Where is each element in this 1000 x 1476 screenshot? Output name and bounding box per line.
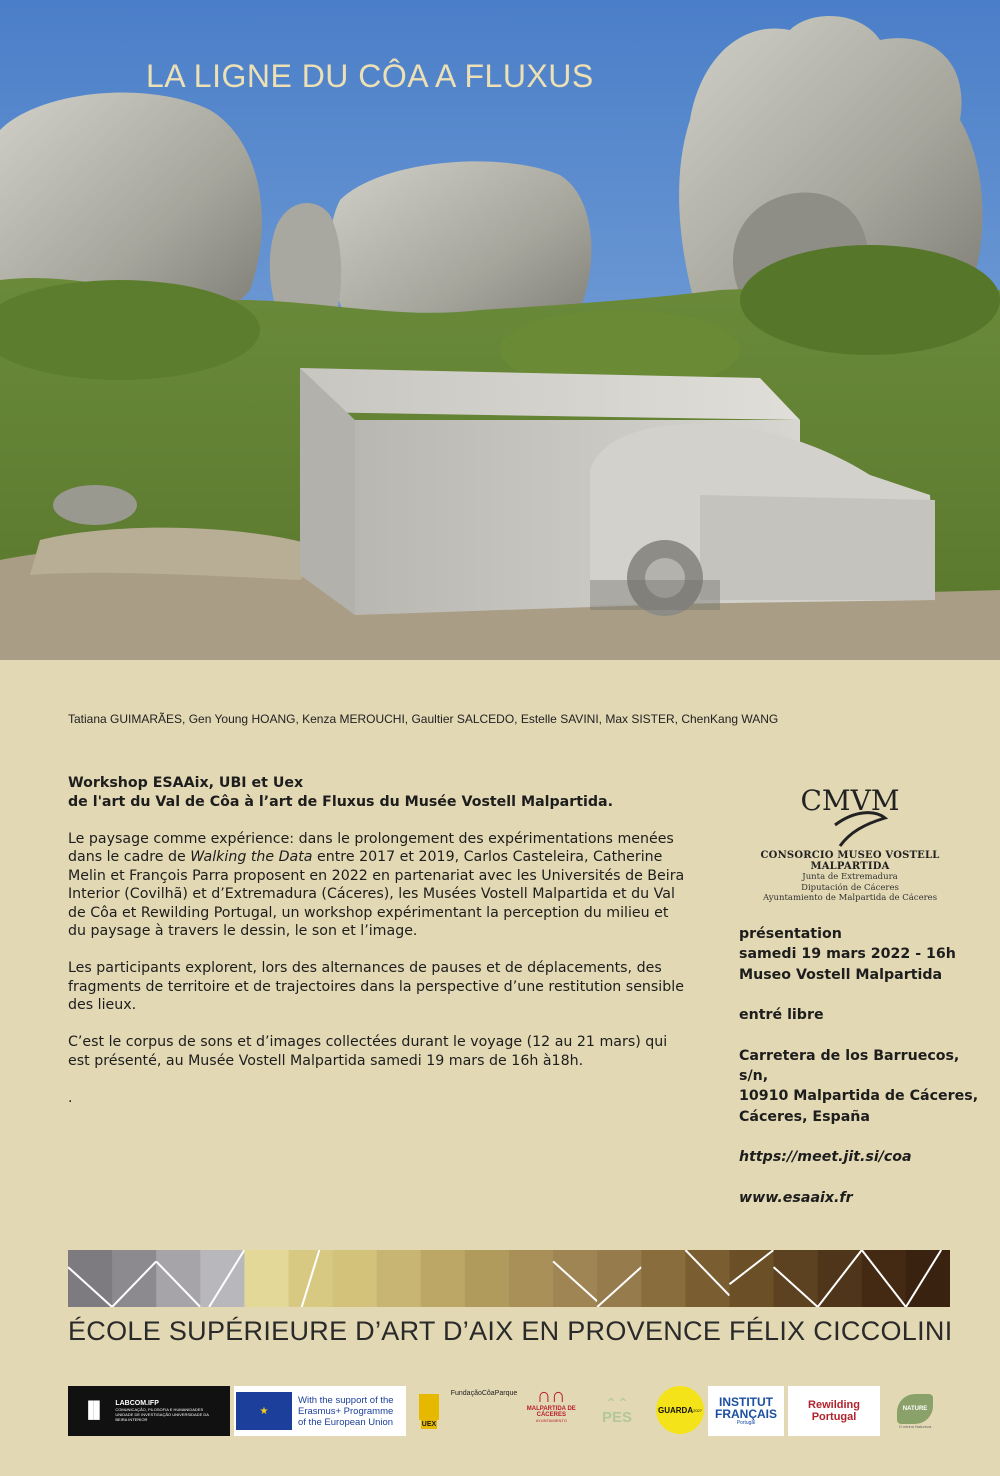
event-info — [739, 924, 989, 1208]
presentation-label: présentation — [739, 926, 842, 942]
cmvm-sub-3: Ayuntamiento de Malpartida de Cáceres — [762, 893, 938, 903]
workshop-subheading: de l'art du Val de Côa à l’art de Fluxus du Musée Vostell Malpartida. — [68, 793, 613, 810]
nature-logo — [886, 1386, 944, 1436]
meet-link[interactable]: https://meet.jit.si/coa — [739, 1149, 912, 1166]
band-swatch — [68, 1250, 113, 1307]
address-block — [739, 1046, 989, 1127]
address-line-3: Cáceres, España — [739, 1108, 870, 1125]
workshop-heading: Workshop ESAAix, UBI et Uex — [68, 775, 304, 791]
workshop-description — [68, 774, 688, 1126]
band-swatch — [509, 1250, 554, 1307]
nature-text: NATURE — [902, 1405, 928, 1412]
uex-logo — [416, 1386, 442, 1436]
hero-landscape-image — [0, 0, 1000, 660]
labcom-mark-icon: ▐▌ — [82, 1402, 106, 1419]
coa-malpartida-logo — [452, 1386, 580, 1436]
color-band — [68, 1250, 950, 1307]
website-link[interactable]: www.esaaix.fr — [739, 1189, 853, 1206]
paragraph-1-text-end: entre 2017 et 2019, Carlos Casteleira, Catherine Melin et François Parra proposent en 2022 en partenariat avec les Universités de Beira Interior (Covilhã) et d’Extremadura (Cáceres), les Musées Vostell Malpartida et du Val de Côa et Rewilding Portugal, un workshop expérimentant la perception du milieu et du paysage à travers le dessin, le son et l’image. — [68, 849, 685, 939]
band-swatch — [774, 1250, 819, 1307]
nature-leaf-icon — [897, 1394, 933, 1424]
cmvm-mark: CMVM — [800, 784, 900, 817]
band-swatch — [465, 1250, 510, 1307]
institut-text-1: INSTITUT — [719, 1395, 773, 1409]
event-venue: Museo Vostell Malpartida — [739, 966, 943, 983]
school-name: ÉCOLE SUPÉRIEURE D’ART D’AIX EN PROVENCE FÉLIX CICCOLINI — [68, 1316, 953, 1346]
malpartida-text: MALPARTIDA DE CÁCERES — [526, 1406, 576, 1418]
address-line-1: Carretera de los Barruecos, s/n, — [739, 1047, 960, 1085]
cmvm-sub-2: Diputación de Cáceres — [801, 882, 899, 893]
rewilding-logo — [788, 1386, 880, 1436]
guarda-year: 2027 — [693, 1407, 702, 1413]
guarda-logo — [656, 1386, 704, 1434]
walking-the-data-title: Walking the Data — [190, 849, 313, 865]
band-swatch — [906, 1250, 950, 1307]
malpartida-arches-icon: ∩∩ — [536, 1385, 566, 1407]
band-swatch — [553, 1250, 598, 1307]
institut-francais-logo — [708, 1386, 784, 1436]
malpartida-sub: AYUNTAMIENTO — [535, 1418, 567, 1423]
uex-key-icon — [419, 1394, 439, 1420]
cmvm-flourish-icon — [835, 813, 885, 846]
paragraph-3: C’est le corpus de sons et d’images collectées durant le voyage (12 au 21 mars) qui est présenté, au Musée Vostell Malpartida samedi 19 mars de 16h à18h. — [68, 1034, 668, 1069]
band-swatch — [377, 1250, 422, 1307]
paragraph-1-text: Le paysage comme expérience: dans le prolongement des expérimentations menées dans le cadre de — [68, 830, 674, 865]
event-date: samedi 19 mars 2022 - 16h — [739, 946, 956, 963]
rewilding-text-1: Rewilding — [808, 1399, 860, 1411]
institut-sub: Portugal — [736, 1420, 756, 1426]
erasmus-text: With the support of the Erasmus+ Programme of the European Union — [298, 1394, 394, 1428]
rewilding-text-2: Portugal — [811, 1411, 857, 1423]
pes-mountain-icon: ⌃⌃ — [605, 1394, 629, 1411]
cmvm-sub-1: Junta de Extremadura — [802, 872, 898, 882]
hero-title: LA LIGNE DU CÔA A FLUXUS — [146, 58, 594, 94]
uex-text: UEX — [421, 1420, 437, 1428]
partner-logos — [68, 1386, 948, 1438]
paragraph-2: Les participants explorent, lors des alternances de pauses et de déplacements, des fragments de territoire et de trajectoires dans la perspective d’une restitution sensible des lieux. — [68, 960, 684, 1013]
stray-dot: . — [68, 1089, 73, 1106]
presentation-block — [739, 924, 989, 985]
guarda-text: GUARDA — [657, 1405, 694, 1415]
cmvm-org-name: CONSORCIO MUSEO VOSTELL MALPARTIDA — [760, 850, 940, 872]
band-swatch — [597, 1250, 642, 1307]
participants-list: Tatiana GUIMARÃES, Gen Young HOANG, Kenza MEROUCHI, Gaultier SALCEDO, Estelle SAVINI, Max SISTER, ChenKang WANG — [68, 712, 779, 726]
band-swatch — [421, 1250, 466, 1307]
band-swatch — [333, 1250, 378, 1307]
address-line-2: 10910 Malpartida de Cáceres, — [739, 1088, 979, 1105]
labcom-subtitle: COMUNICAÇÃO, FILOSOFIA E HUMANIDADES UNIDADE DE INVESTIGAÇÃO UNIVERSIDADE DA BEIRA INTERIOR — [115, 1407, 209, 1422]
eu-flag-icon: ★ — [236, 1392, 292, 1430]
entry-free: entré libre — [739, 1007, 824, 1024]
pes-text: PES — [601, 1408, 632, 1426]
hero-photo — [0, 0, 1000, 660]
band-swatch — [685, 1250, 730, 1307]
fundacao-text: FundaçãoCôaParque — [450, 1390, 518, 1397]
band-swatch — [641, 1250, 686, 1307]
labcom-name: LABCOM.IFP — [115, 1400, 159, 1407]
band-swatch — [244, 1250, 289, 1307]
cmvm-monogram — [735, 780, 965, 850]
band-swatch — [156, 1250, 201, 1307]
erasmus-logo — [234, 1386, 406, 1436]
nature-sub: O minha Natureza — [898, 1423, 932, 1429]
band-swatch — [112, 1250, 157, 1307]
labcom-logo — [68, 1386, 230, 1436]
paragraph-1 — [68, 830, 688, 941]
pes-logo — [584, 1386, 650, 1436]
institut-text-2: FRANÇAIS — [715, 1407, 777, 1421]
cmvm-logo — [735, 780, 965, 904]
